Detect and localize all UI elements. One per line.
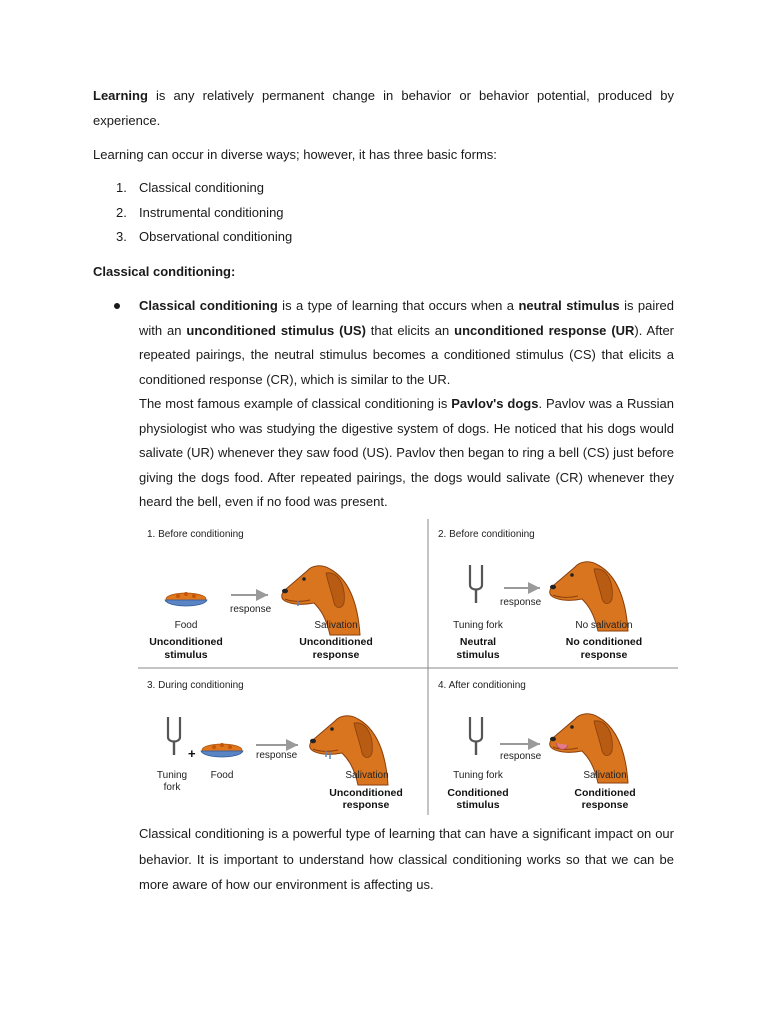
svg-text:Food: Food [210,770,234,781]
arrow-label: response [230,604,272,615]
arrow-label: response [500,597,542,608]
svg-text:Unconditioned: Unconditioned [149,636,223,648]
list-item: 1. Classical conditioning [116,180,265,195]
svg-text:Tuning fork: Tuning fork [453,620,503,631]
svg-text:Conditioned: Conditioned [574,787,636,799]
svg-text:response: response [342,799,390,811]
svg-text:Tuning: Tuning [156,770,188,781]
svg-text:response: response [580,649,628,661]
pavlov-figure [138,517,678,817]
svg-text:Salivation: Salivation [345,770,389,781]
svg-text:stimulus: stimulus [456,799,500,811]
learning-definition: Learning is any relatively permanent change in behavior or behavior potential, produced by experience. [93,88,674,128]
panel-caption: 2. Before conditioning [438,529,535,540]
svg-text:response: response [312,649,360,661]
tuning-fork-icon [470,717,482,755]
forms-list [116,176,292,250]
svg-text:Unconditioned: Unconditioned [299,636,373,648]
list-item: 2. Instrumental conditioning [116,204,284,220]
panel-caption: 1. Before conditioning [147,529,244,540]
svg-text:No salivation: No salivation [575,620,633,631]
list-item: 3. Observational conditioning [116,229,293,244]
svg-text:No conditioned: No conditioned [565,636,643,648]
svg-text:Tuning fork: Tuning fork [453,770,503,781]
classical-conditioning-bullet [139,294,674,515]
panel-caption: 4. After conditioning [438,680,526,691]
panel-4-after-conditioning [438,680,636,811]
food-bowl-icon [201,743,243,757]
panel-3-during-conditioning [147,680,403,811]
forms-intro: Learning can occur in diverse ways; however, it has three basic forms: [93,147,497,162]
svg-text:Food: Food [174,620,198,631]
bullet-icon [114,303,120,309]
svg-text:response: response [581,799,629,811]
panel-2-before-conditioning [438,529,642,661]
section-heading: Classical conditioning: [93,264,236,279]
closing-paragraph: Classical conditioning is a powerful type of learning that can have a significant impact on our behavior. It is important to understand how classical conditioning works so that we can be more aware of how our environment is affecting us. [139,826,674,892]
tuning-fork-icon [470,565,482,603]
svg-text:Neutral: Neutral [459,636,497,648]
svg-text:Salivation: Salivation [583,770,627,781]
pavlov-paragraph: The most famous example of classical conditioning is Pavlov's dogs. Pavlov was a Russian physiologist who was studying the digestive system of dogs. He noticed that his dogs would salivate (UR) whenever they saw food (US). Pavlov then began to ring a bell (CS) just before giving the dogs food. After repeated pairings, the dogs would salivate (CR) whenever they heard the bell, even if no food was present. [139,396,674,509]
svg-text:stimulus: stimulus [456,649,500,661]
panel-caption: 3. During conditioning [147,680,244,691]
svg-text:fork: fork [163,782,181,793]
svg-text:stimulus: stimulus [164,649,208,661]
svg-text:Salivation: Salivation [314,620,358,631]
plus-icon: + [188,746,196,761]
definition-paragraph: Classical conditioning is a type of learning that occurs when a neutral stimulus is paired with an unconditioned stimulus (US) that elicits an unconditioned response (UR). After repeated pairings, the neutral stimulus becomes a conditioned stimulus (CS) that elicits a conditioned response (CR), which is similar to the UR. [139,298,675,387]
svg-text:Conditioned: Conditioned [447,787,509,799]
learning-term: Learning [93,88,148,103]
tuning-fork-icon [168,717,180,755]
panel-1-before-conditioning [147,529,373,661]
arrow-label: response [500,751,542,762]
arrow-label: response [256,750,298,761]
food-bowl-icon [165,592,207,606]
svg-text:Unconditioned: Unconditioned [329,787,403,799]
